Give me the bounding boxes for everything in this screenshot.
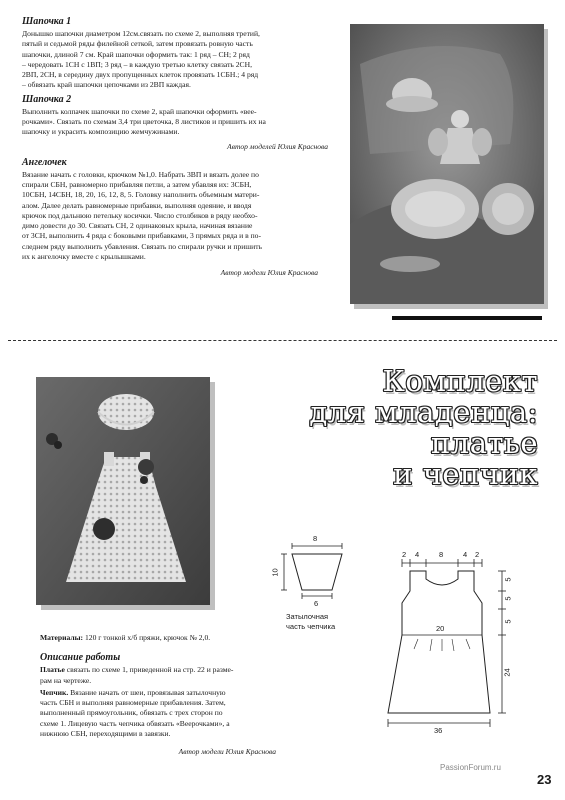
bonnet-instructions: Чепчик. Вязание начать от шеи, провязывая затылочную часть СБН и выполняя равномерные прибавления. Затем, выполненный прямоугольник, обвязать с трех сторон по схеме 1. Лицевую часть чепчика обвязать «Веерочками», а нижнюю СБН, переходящими в завязки. xyxy=(40,687,230,739)
title-line-2: для младенца: xyxy=(309,395,538,429)
top-text-column xyxy=(22,16,340,277)
hats-photo-illustration xyxy=(350,24,544,304)
dress-dim-right-4: 24 xyxy=(502,668,512,677)
dress-instructions: Платье связать по схеме 1, приведенной на стр. 22 и разме- рам на чертеже. xyxy=(40,665,234,685)
article-title xyxy=(230,366,538,490)
description-author: Автор модели Юлия Краснова xyxy=(178,747,276,757)
dress-dim-4-left: 4 xyxy=(415,550,420,559)
bonnet-label: Чепчик. xyxy=(40,687,69,697)
dress-chest-dim: 20 xyxy=(436,624,445,633)
materials-text: 120 г тонкой х/б пряжи, крючок № 2,0. xyxy=(84,633,211,642)
angel-text: Вязание начать с головки, крючком №1,0. Набрать 3ВП и вязать долее по спирали СБН, равномерно прибавляя петли, а затем убавляя их: 3СБН, 10СБН, 14СБН, 18, 20, 16, 12, 8, 5. Головку наполнить объемным матери- алом. Далее делать равномерные прибавки, выполняя одеяние, и вводя крючок под дальнюю петельку косички. Число столбиков в ряду необхо- димо довести до 30. Связать СН, 2 одинаковых крыла, начиная вязание от 3СН, выполнить 4 ряда с боковыми прибавками, 3 прямых ряда и в по- следнем ряду выполнить убавления. Связать по спирали ручки и пришить их к ангелочку вместе с крылышками. xyxy=(22,169,263,262)
dress-diagram xyxy=(378,543,538,743)
dress-dim-right-1: 5 xyxy=(503,577,513,582)
materials xyxy=(40,633,280,643)
hat2-text: Выполнить колпачек шапочки по схеме 2, край шапочки оформить «вее- рочками». Связать по схемам 3,4 три цветочка, 8 листиков и пришить их на шапочку и украсить композицию жемчужинами. xyxy=(22,106,266,137)
dress-dim-2-left: 2 xyxy=(402,550,407,559)
bonnet-side-dim: 10 xyxy=(270,568,280,577)
title-line-1: Комплект xyxy=(382,364,538,398)
bonnet-top-dim: 8 xyxy=(313,534,318,543)
dress-label: Платье xyxy=(40,665,65,675)
section-divider xyxy=(8,340,557,341)
angel-author: Автор модели Юлия Краснова xyxy=(220,268,318,278)
hat1-text: Донышко шапочки диаметром 12см.связать по схеме 2, выполняя третий, пятый и седьмой ряды филейной сеткой, затем провязать ровную часть шапочки, длиной 7 см. Край шапочки оформить так: 1 ряд – СН; 2 ряд – чередовать 1СН с 1ВП; 3 ряд – в каждую третью клетку связать 2СН, 2ВП, 2СН, в середину двух пропущенных клеток провязать 1СБН.; 4 ряд – обвязать край шапочки цепочками из 2ВП каждая. xyxy=(22,29,260,90)
bonnet-bottom-dim: 6 xyxy=(314,599,319,608)
hat1-title: Шапочка 1 xyxy=(22,16,72,27)
description-title: Описание работы xyxy=(40,652,121,664)
dress-dim-right-2: 5 xyxy=(503,596,513,601)
site-watermark: PassionForum.ru xyxy=(440,763,501,772)
hat2-author: Автор моделей Юлия Краснова xyxy=(227,141,328,151)
dress-photo xyxy=(36,377,210,605)
bonnet-caption: Затылочная часть чепчика xyxy=(286,612,336,631)
dress-dim-4-right: 4 xyxy=(463,550,468,559)
title-line-4: и чепчик xyxy=(393,457,538,491)
bonnet-diagram xyxy=(268,532,368,642)
dress-dim-8: 8 xyxy=(439,550,444,559)
page-number: 23 xyxy=(537,772,552,787)
dress-photo-illustration xyxy=(36,377,210,605)
bottom-text-column xyxy=(40,633,280,756)
materials-label: Материалы: xyxy=(40,633,84,642)
hat2-title: Шапочка 2 xyxy=(22,93,72,105)
title-line-3: платье xyxy=(430,426,538,460)
dress-hem-dim: 36 xyxy=(434,726,443,735)
dress-diagram-drawing xyxy=(378,543,538,743)
angel-title: Ангелочек xyxy=(22,156,67,168)
dress-dim-right-3: 5 xyxy=(503,619,513,624)
hats-photo xyxy=(350,24,544,304)
top-section-bar xyxy=(392,316,542,320)
bonnet-diagram-drawing xyxy=(268,532,368,602)
dress-dim-2-right: 2 xyxy=(475,550,480,559)
